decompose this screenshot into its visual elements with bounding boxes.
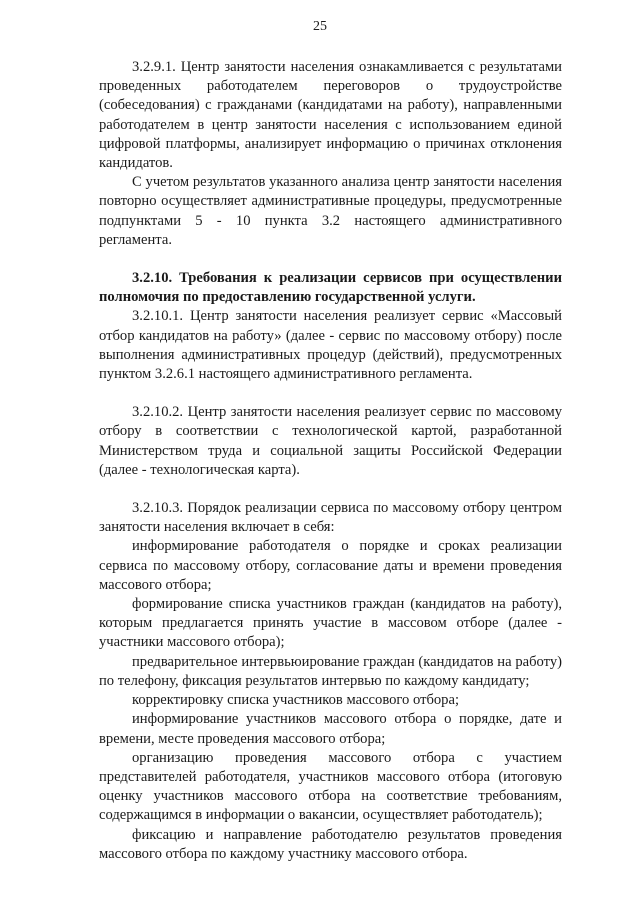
section-heading-3-2-10: 3.2.10. Требования к реализации сервисов при осуществлении полномочия по предоставлению государственной услуги.	[99, 270, 562, 306]
list-item-forming-list: формирование списка участников граждан (кандидатов на работу), которым предлагается принять участие в массовом отборе (далее - участники массового отбора);	[99, 596, 562, 651]
document-body	[99, 58, 562, 864]
paragraph-3-2-9-1: 3.2.9.1. Центр занятости населения ознакамливается с результатами проведенных работодателем переговоров о трудоустройстве (собеседования) с гражданами (кандидатами на работу), направленными работодателем в центр занятости населения с использованием единой цифровой платформы, анализирует информацию о причинах отклонения кандидатов.	[99, 59, 562, 172]
list-item-informing-employer: информирование работодателя о порядке и сроках реализации сервиса по массовому отбору, согласование даты и времени проведения массового отбора;	[99, 538, 562, 593]
list-item-record-results: фиксацию и направление работодателю результатов проведения массового отбора по каждому участнику массового отбора.	[99, 826, 562, 862]
paragraph-analysis-result: С учетом результатов указанного анализа центр занятости населения повторно осуществляет административные процедуры, предусмотренные подпунктами 5 - 10 пункта 3.2 настоящего административного регламента.	[99, 174, 562, 248]
paragraph-3-2-10-1: 3.2.10.1. Центр занятости населения реализует сервис «Массовый отбор кандидатов на работу» (далее - сервис по массовому отбору) после выполнения административных процедур (действий), предусмотренных пунктом 3.2.6.1 настоящего административного регламента.	[99, 308, 562, 383]
page-number: 25	[313, 19, 327, 34]
list-item-informing-participants: информирование участников массового отбора о порядке, дате и времени, месте проведения массового отбора;	[99, 711, 562, 747]
list-item-pre-interview: предварительное интервьюирование граждан (кандидатов на работу) по телефону, фиксация результатов интервью по каждому кандидату;	[99, 653, 562, 689]
paragraph-3-2-10-2: 3.2.10.2. Центр занятости населения реализует сервис по массовому отбору в соответствии с технологической картой, разработанной Министерством труда и социальной защиты Российской Федерации (далее - технологическая карта).	[99, 404, 562, 478]
list-item-correct-list: корректировку списка участников массового отбора;	[132, 692, 460, 709]
list-item-organize-selection: организацию проведения массового отбора с участием представителей работодателя, участников массового отбора (итоговую оценку участников массового отбора на соответствие требованиям, содержащимся в информации о вакансии, осуществляет работодатель);	[99, 749, 562, 824]
paragraph-3-2-10-3: 3.2.10.3. Порядок реализации сервиса по массовому отбору центром занятости населения включает в себя:	[99, 500, 562, 536]
